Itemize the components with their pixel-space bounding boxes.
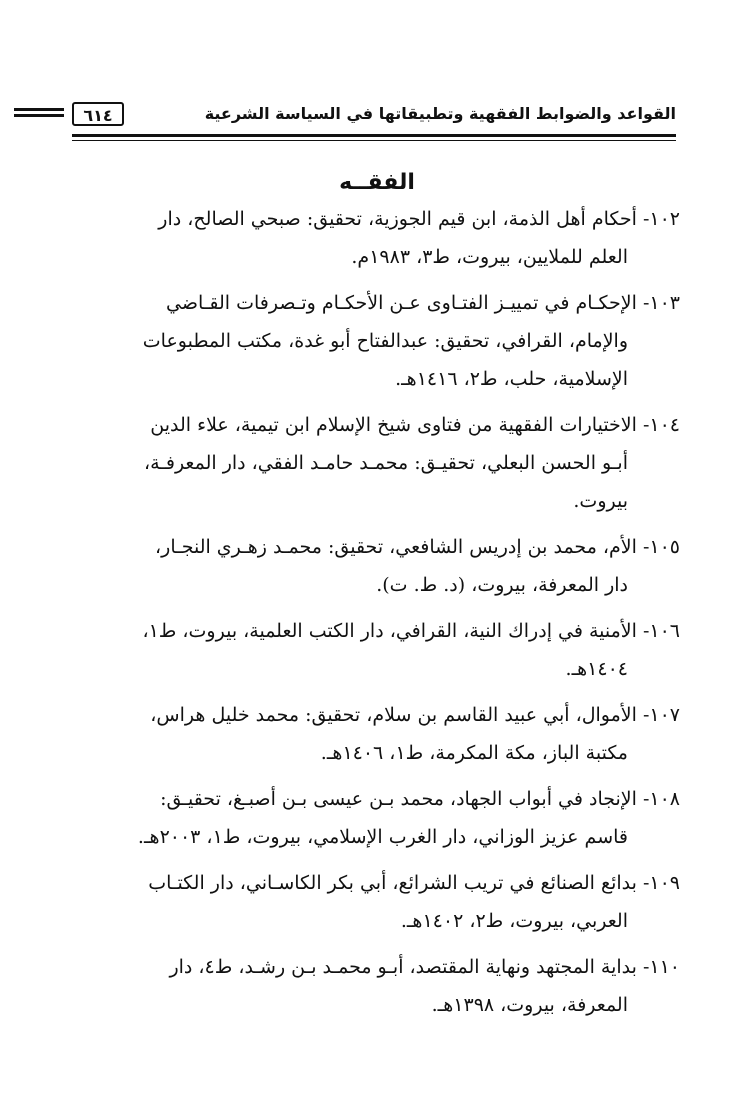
bibliography-entry [74, 406, 680, 520]
header-rule [72, 134, 676, 137]
page-number: ٦١٤ [72, 102, 124, 126]
entry-continuation-line: مكتبة الباز، مكة المكرمة، ط١، ١٤٠٦هـ. [320, 742, 628, 764]
entry-continuation-line: ١٤٠٤هـ. [565, 658, 628, 680]
bibliography-entry [74, 612, 680, 688]
entry-continuation-line: العلم للملايين، بيروت، ط٣، ١٩٨٣م. [351, 246, 628, 268]
entry-first-line: ١٠٤- الاختيارات الفقهية من فتاوى شيخ الإسلام ابن تيمية، علاء الدين [150, 414, 680, 436]
entry-continuation-line: دار المعرفة، بيروت، (د. ط. ت). [376, 574, 628, 596]
bibliography-entry [74, 948, 680, 1024]
entry-continuation-line: والإمام، القرافي، تحقيق: عبدالفتاح أبو غدة، مكتب المطبوعات [142, 330, 628, 352]
entry-first-line: ١٠٩- بدائع الصنائع في تريب الشرائع، أبي بكر الكاسـاني، دار الكتـاب [148, 872, 680, 894]
entry-first-line: ١٠٨- الإنجاد في أبواب الجهاد، محمد بـن عيسى بـن أصبـغ، تحقيـق: [160, 788, 680, 810]
bibliography-entry [74, 284, 680, 398]
entry-first-line: ١٠٢- أحكام أهل الذمة، ابن قيم الجوزية، تحقيق: صبحي الصالح، دار [158, 208, 680, 230]
running-header [72, 100, 676, 148]
bibliography-entry [74, 864, 680, 940]
bibliography-entry [74, 200, 680, 276]
running-header-title: القواعد والضوابط الفقهية وتطبيقاتها في السياسة الشرعية [204, 104, 676, 123]
entry-first-line: ١٠٧- الأموال، أبي عبيد القاسم بن سلام، تحقيق: محمد خليل هراس، [150, 704, 680, 726]
entry-first-line: ١٠٦- الأمنية في إدراك النية، القرافي، دار الكتب العلمية، بيروت، ط١، [142, 620, 680, 642]
bibliography-entry [74, 780, 680, 856]
section-title: الفقــه [339, 170, 415, 195]
entry-continuation-line: المعرفة، بيروت، ١٣٩٨هـ. [431, 994, 628, 1016]
header-rule-thin [72, 140, 676, 141]
entry-first-line: ١١٠- بداية المجتهد ونهاية المقتصد، أبـو محمـد بـن رشـد، ط٤، دار [169, 956, 680, 978]
entry-continuation-line: قاسم عزيز الوزاني، دار الغرب الإسلامي، بيروت، ط١، ٢٠٠٣هـ. [137, 826, 628, 848]
bibliography-entry [74, 528, 680, 604]
entry-first-line: ١٠٥- الأم، محمد بن إدريس الشافعي، تحقيق: محمـد زهـري النجـار، [155, 536, 680, 558]
entry-first-line: ١٠٣- الإحكـام في تمييـز الفتـاوى عـن الأحكـام وتـصرفات القـاضي [166, 292, 680, 314]
bibliography-list [74, 200, 680, 1032]
entry-continuation-line: العربي، بيروت، ط٢، ١٤٠٢هـ. [400, 910, 628, 932]
header-ornament [14, 108, 64, 120]
entry-continuation-line: بيروت. [573, 490, 628, 512]
entry-continuation-line: أبـو الحسن البعلي، تحقيـق: محمـد حامـد الفقي، دار المعرفـة، [143, 452, 628, 474]
entry-continuation-line: الإسلامية، حلب، ط٢، ١٤١٦هـ. [395, 368, 628, 390]
bibliography-entry [74, 696, 680, 772]
